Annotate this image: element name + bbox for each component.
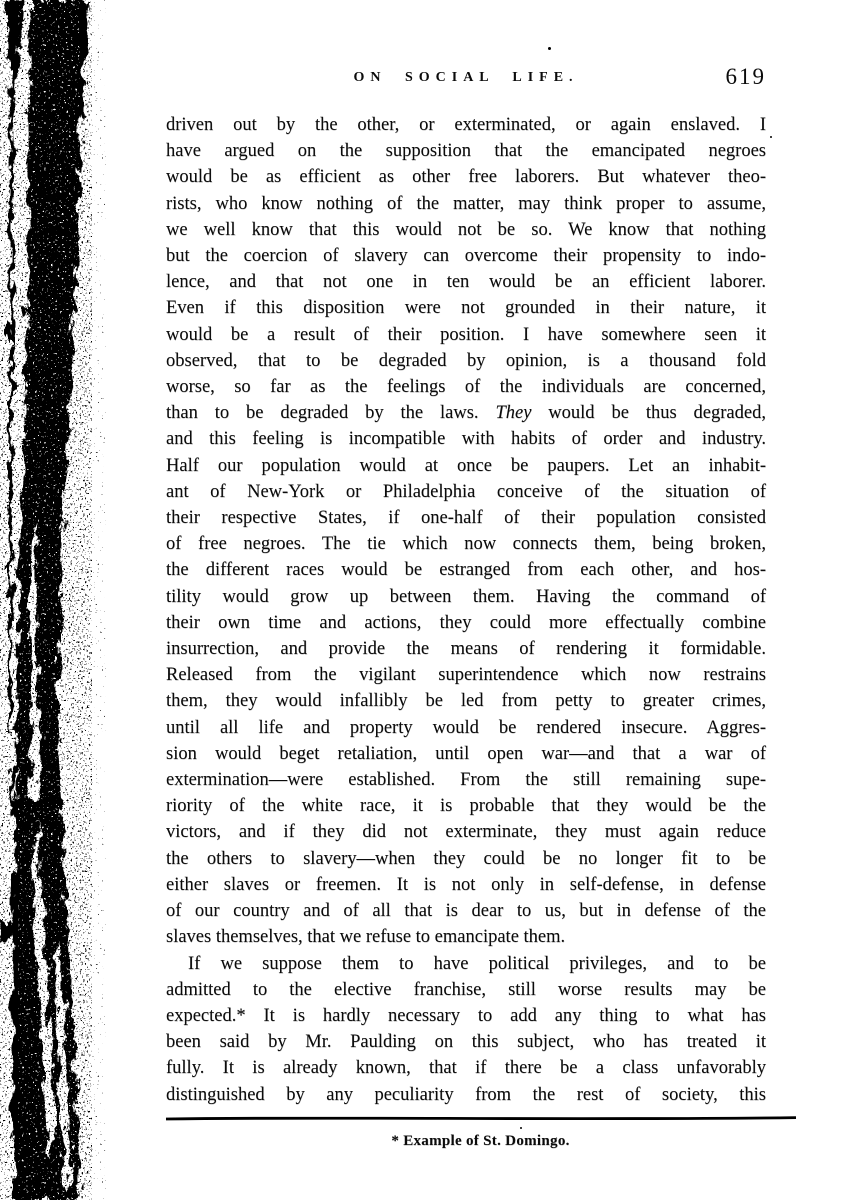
scan-speck: [520, 1127, 522, 1129]
text-line: either slaves or freemen. It is not only in self-defense, in defense: [166, 874, 766, 895]
text-line: of our country and of all that is dear to us, but in defense of the: [166, 901, 766, 922]
text-line: admitted to the elective franchise, still worse results may be: [166, 979, 766, 1000]
text-line: extermination—were established. From the still remaining supe-: [166, 770, 766, 791]
text-line: fully. It is already known, that if there be a class unfavorably: [166, 1058, 766, 1079]
text-line: worse, so far as the feelings of the individuals are concerned,: [166, 377, 766, 398]
gutter-shadow-artifact: [0, 0, 110, 1200]
text-line: have argued on the supposition that the emancipated negroes: [166, 141, 766, 162]
paragraph-first-line: If we suppose them to have political privileges, and to be: [188, 953, 766, 974]
text-line: would be a result of their position. I have somewhere seen it: [166, 324, 766, 345]
text-line: rists, who know nothing of the matter, may think proper to assume,: [166, 193, 766, 214]
text-line: been said by Mr. Paulding on this subject, who has treated it: [166, 1032, 766, 1053]
text-line-with-italic: [166, 400, 766, 426]
footnote-marker: *: [391, 1133, 400, 1149]
text-line: we well know that this would not be so. We know that nothing: [166, 219, 766, 240]
text-line: ant of New-York or Philadelphia conceive of the situation of: [166, 481, 766, 502]
text-line: Even if this disposition were not grounded in their nature, it: [166, 298, 766, 319]
text-line: victors, and if they did not exterminate, they must again reduce: [166, 822, 766, 843]
body-text: [166, 112, 766, 1108]
scan-speck: [770, 136, 772, 138]
text-line: and this feeling is incompatible with habits of order and industry.: [166, 429, 766, 450]
text-line: their own time and actions, they could more effectually combine: [166, 612, 766, 633]
footnote: [168, 1133, 793, 1150]
text-line: riority of the white race, it is probable that they would be the: [166, 796, 766, 817]
text-line: the different races would be estranged from each other, and hos-: [166, 560, 766, 581]
text-line: until all life and property would be rendered insecure. Aggres-: [166, 717, 766, 738]
text-line: would be as efficient as other free laborers. But whatever theo-: [166, 167, 766, 188]
page-number: 619: [725, 64, 766, 89]
italic-word: They: [495, 403, 532, 424]
scan-speck: [548, 47, 551, 50]
text-line: them, they would infallibly be led from petty to greater crimes,: [166, 691, 766, 712]
text-line: expected.* It is hardly necessary to add any thing to what has: [166, 1005, 766, 1026]
text-line: observed, that to be degraded by opinion, is a thousand fold: [166, 350, 766, 371]
text-line: tility would grow up between them. Having the command of: [166, 586, 766, 607]
text-line: distinguished by any peculiarity from the rest of society, this: [166, 1084, 766, 1105]
running-head: ON SOCIAL LIFE.: [353, 70, 579, 85]
text-segment: would be thus degraded,: [531, 403, 766, 424]
text-line: Released from the vigilant superintendence which now restrains: [166, 665, 766, 686]
text-line: but the coercion of slavery can overcome their propensity to indo-: [166, 246, 766, 267]
text-line: the others to slavery—when they could be no longer fit to be: [166, 848, 766, 869]
text-line: insurrection, and provide the means of rendering it formidable.: [166, 639, 766, 660]
text-line: driven out by the other, or exterminated, or again enslaved. I: [166, 115, 766, 135]
text-segment: than to be degraded by the laws.: [166, 403, 496, 424]
footnote-text: Example of St. Domingo.: [403, 1133, 570, 1149]
footnote-rule: [164, 1115, 798, 1123]
text-line: their respective States, if one-half of their population consisted: [166, 508, 766, 529]
text-line: sion would beget retaliation, until open war—and that a war of: [166, 743, 766, 764]
paragraph-last-line: slaves themselves, that we refuse to emancipate them.: [166, 927, 566, 948]
text-line: Half our population would at once be paupers. Let an inhabit-: [166, 455, 766, 476]
text-line: of free negroes. The tie which now connects them, being broken,: [166, 534, 766, 555]
text-line: lence, and that not one in ten would be an efficient laborer.: [166, 272, 766, 293]
